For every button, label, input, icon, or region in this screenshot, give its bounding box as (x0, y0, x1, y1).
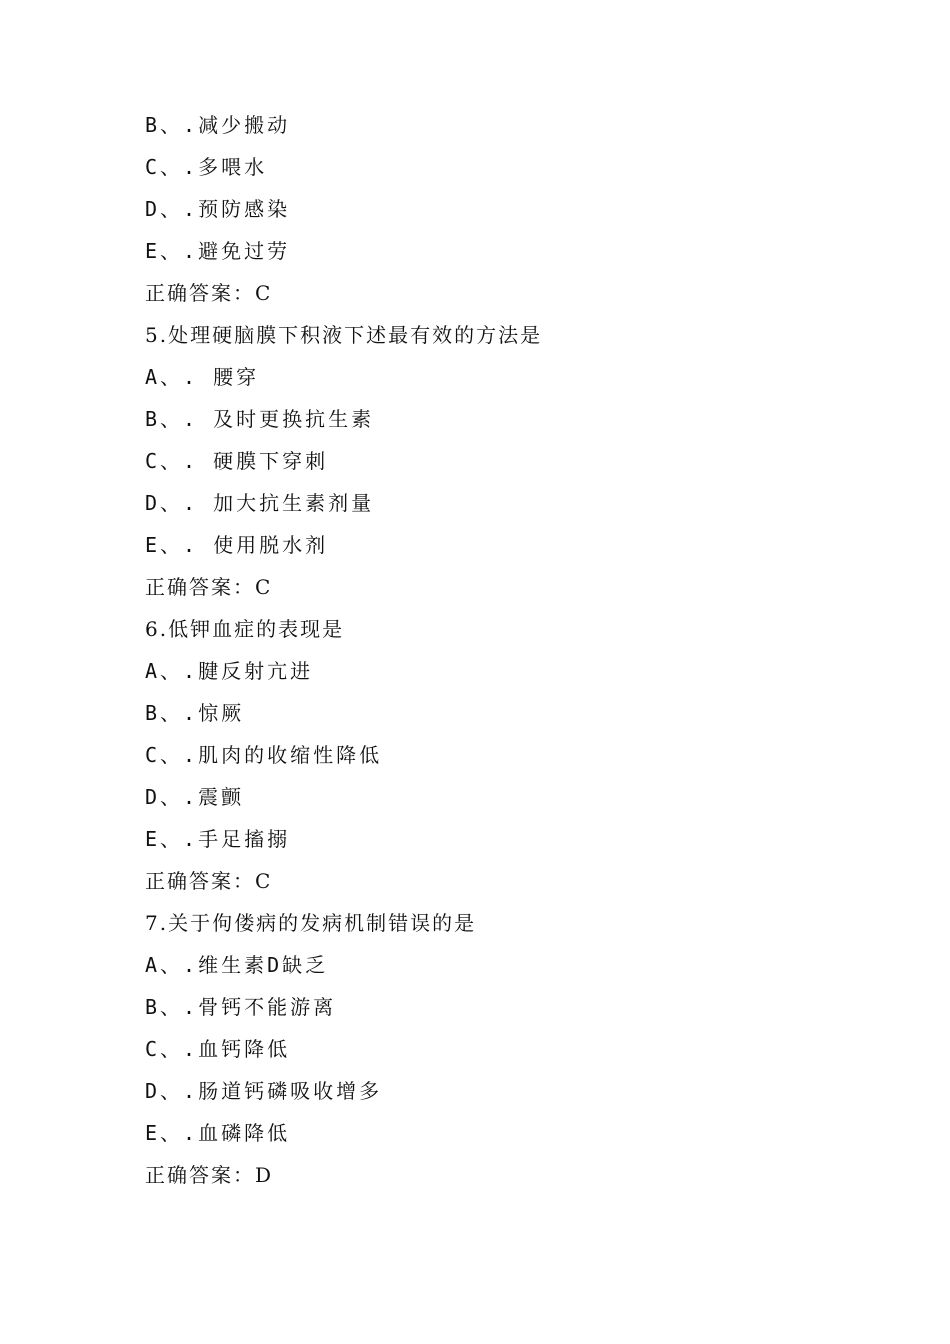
question-title: 5.处理硬脑膜下积液下述最有效的方法是 (145, 323, 543, 347)
question-title: 6.低钾血症的表现是 (145, 617, 345, 641)
option-line: B、.惊厥 (145, 701, 245, 725)
option-line: E、.手足搐搦 (145, 827, 291, 851)
option-line: D、. 加大抗生素剂量 (145, 491, 375, 515)
answer-line: 正确答案：C (145, 281, 273, 305)
option-line: C、.血钙降低 (145, 1037, 291, 1061)
option-line: B、.减少搬动 (145, 113, 291, 137)
option-line: D、.肠道钙磷吸收增多 (145, 1079, 383, 1103)
option-line: A、.腱反射亢进 (145, 659, 314, 683)
option-line: E、.避免过劳 (145, 239, 291, 263)
question-list (145, 104, 865, 1196)
option-line: E、.血磷降低 (145, 1121, 291, 1145)
answer-line: 正确答案：C (145, 869, 273, 893)
option-line: D、.预防感染 (145, 197, 291, 221)
option-line: C、.肌肉的收缩性降低 (145, 743, 383, 767)
question-title: 7.关于佝偻病的发病机制错误的是 (145, 911, 477, 935)
option-line: B、.骨钙不能游离 (145, 995, 337, 1019)
answer-line: 正确答案：D (145, 1163, 274, 1187)
option-line: B、. 及时更换抗生素 (145, 407, 375, 431)
answer-line: 正确答案：C (145, 575, 273, 599)
option-line: C、.多喂水 (145, 155, 268, 179)
option-line: D、.震颤 (145, 785, 245, 809)
option-line: E、. 使用脱水剂 (145, 533, 329, 557)
option-line: A、.维生素D缺乏 (145, 953, 329, 977)
option-line: C、. 硬膜下穿刺 (145, 449, 329, 473)
option-line: A、. 腰穿 (145, 365, 260, 389)
